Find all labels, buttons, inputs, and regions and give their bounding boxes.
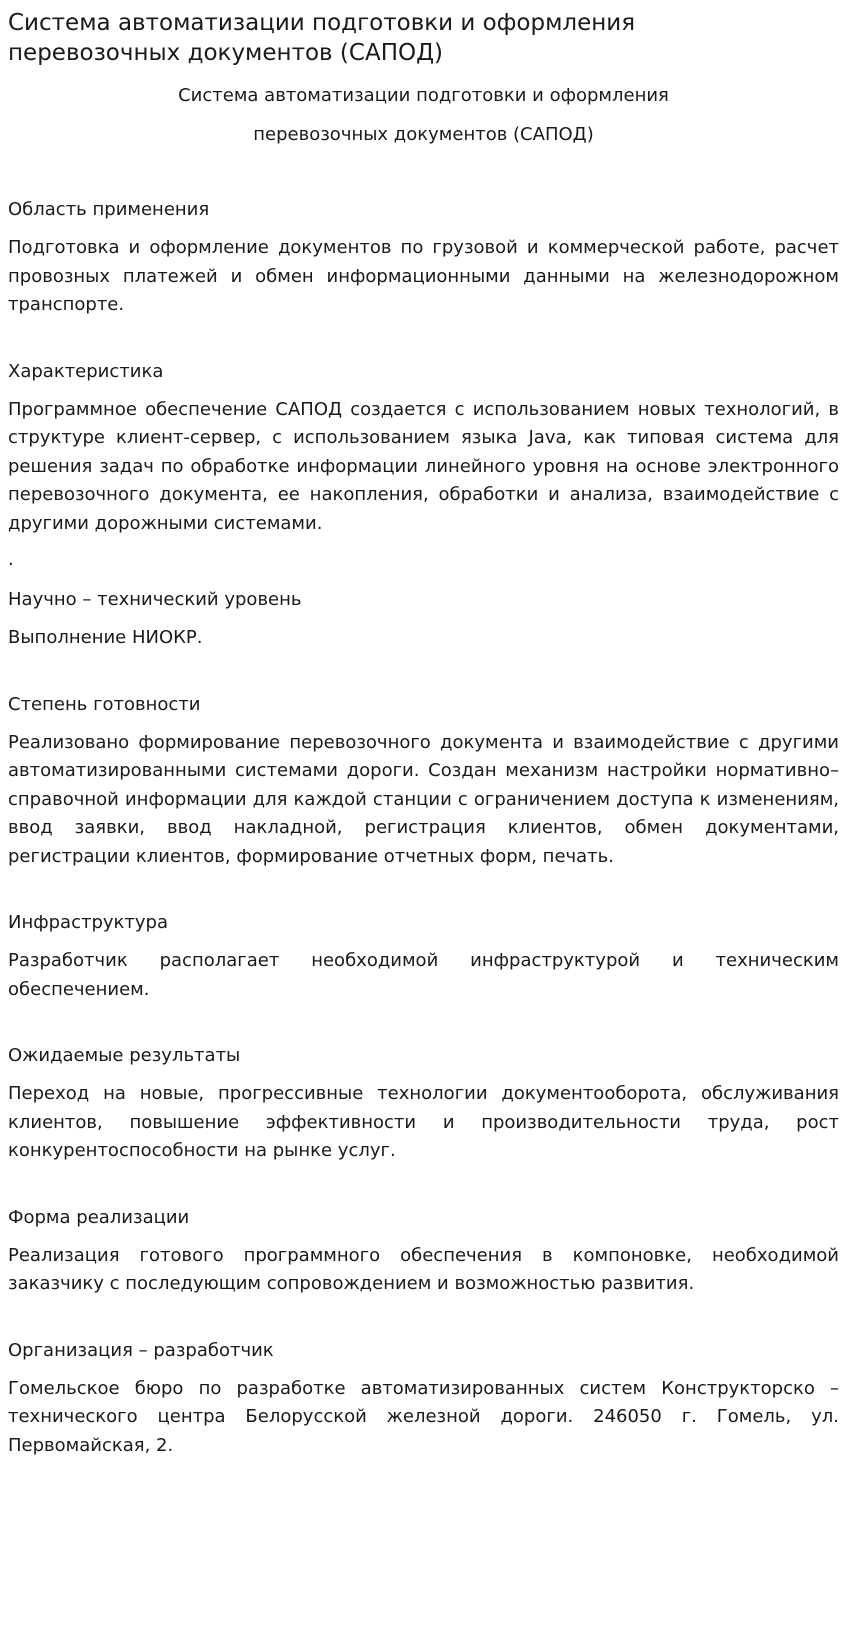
section-body: Подготовка и оформление документов по грузовой и коммерческой работе, расчет провозных платежей и обмен информационными данными на железнодорожном транспорте. (8, 237, 839, 315)
section-body: Разработчик располагает необходимой инфраструктурой и техническим обеспечением. (8, 950, 839, 1000)
section-body: Выполнение НИОКР. (8, 627, 203, 648)
section-body: Гомельское бюро по разработке автоматизированных систем Конструкторско – технического центра Белорусской железной дороги. 246050 г. Гомель, ул. Первомайская, 2. (8, 1377, 839, 1456)
section-heading: Научно – технический уровень (8, 589, 302, 610)
section-body: Реализовано формирование перевозочного документа и взаимодействие с другими автоматизированными системами дороги. Создан механизм настройки нормативно–справочной информации для каждой станции с ограничением доступа к изменениям, ввод заявки, ввод накладной, регистрация клиентов, обмен документами, регистрации клиентов, формирование отчетных форм, печать. (8, 731, 839, 867)
section-characteristics (8, 360, 839, 539)
section-readiness (8, 693, 839, 872)
document-title-line-1: Система автоматизации подготовки и оформления (178, 85, 669, 106)
section-infrastructure (8, 911, 839, 1004)
section-body: Реализация готового программного обеспечения в компоновке, необходимой заказчику с последующим сопровождением и возможностью развития. (8, 1244, 839, 1294)
section-scope (8, 198, 839, 320)
separator-dot: . (8, 549, 14, 570)
section-implementation-form (8, 1206, 839, 1299)
section-heading: Инфраструктура (8, 912, 169, 933)
section-heading: Степень готовности (8, 693, 201, 715)
section-heading: Форма реализации (8, 1206, 190, 1228)
document-title (8, 76, 839, 154)
section-body: Программное обеспечение САПОД создается с использованием новых технологий, в структуре клиент-сервер, с использованием языка Java, как типовая система для решения задач по обработке информации линейного уровня на основе электронного перевозочного документа, ее накопления, обработки и анализа, взаимодействие с другими дорожными системами. (8, 398, 839, 534)
section-heading: Область применения (8, 199, 210, 220)
page-title: Система автоматизации подготовки и оформления перевозочных документов (САПОД) (8, 10, 636, 66)
section-heading: Характеристика (8, 360, 164, 382)
section-developer-organization (8, 1339, 839, 1461)
section-expected-results (8, 1044, 839, 1166)
section-technical-level (8, 588, 839, 653)
section-heading: Ожидаемые результаты (8, 1045, 241, 1066)
section-heading: Организация – разработчик (8, 1339, 274, 1361)
document-title-line-2: перевозочных документов (САПОД) (253, 124, 594, 145)
section-body: Переход на новые, прогрессивные технологии документооборота, обслуживания клиентов, повышение эффективности и производительности труда, рост конкурентоспособности на рынке услуг. (8, 1083, 839, 1161)
